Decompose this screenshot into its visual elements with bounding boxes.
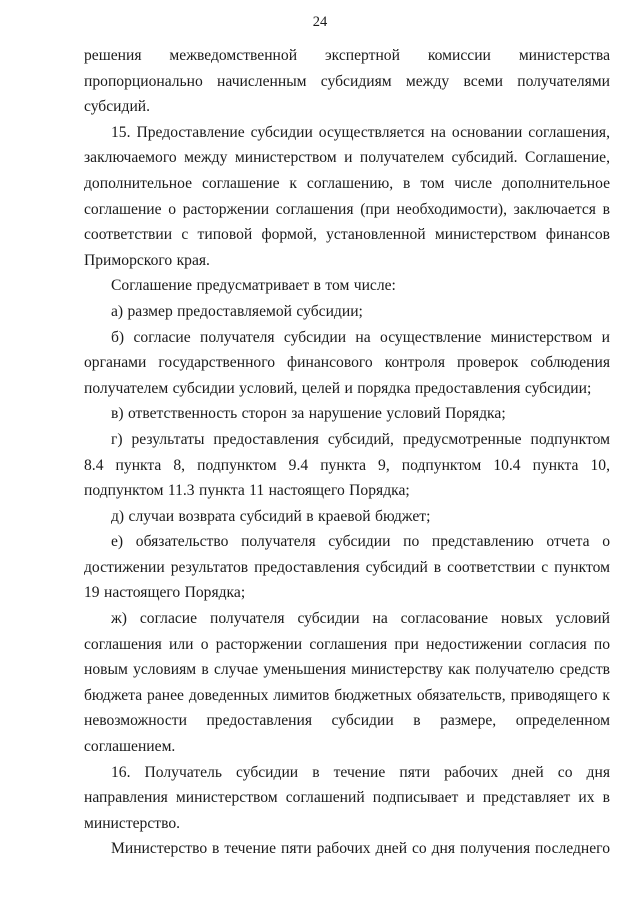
paragraph-ministry-deadline: Министерство в течение пяти рабочих дней со дня получения последнего xyxy=(111,840,610,858)
page-number: 24 xyxy=(312,14,328,30)
list-item-a: а) размер предоставляемой субсидии; xyxy=(111,302,363,320)
paragraph-item-16: 16. Получатель субсидии в течение пяти рабочих дней со дня направления министерством соглашений подписывает и представляет их в министерство. xyxy=(84,763,610,832)
list-item-v: в) ответственность сторон за нарушение условий Порядка; xyxy=(111,405,506,423)
list-item-b: б) согласие получателя субсидии на осуществление министерством и органами государственного финансового контроля проверок соблюдения получателем субсидии условий, целей и порядка предоставления субсидии; xyxy=(84,328,610,397)
list-item-e: е) обязательство получателя субсидии по представлению отчета о достижении результатов предоставления субсидий в соответствии с пунктом 19 настоящего Порядка; xyxy=(84,533,610,602)
paragraph-agreement-intro: Соглашение предусматривает в том числе: xyxy=(111,277,396,295)
list-item-g: г) результаты предоставления субсидий, предусмотренные подпунктом 8.4 пункта 8, подпунктом 9.4 пункта 9, подпунктом 10.4 пункта 10, подпунктом 11.3 пункта 11 настоящего Порядка; xyxy=(84,430,610,500)
list-item-zh: ж) согласие получателя субсидии на согласование новых условий соглашения или о расторжении соглашения при недостижении согласия по новым условиям в случае уменьшения министерству как получателю средств бюджета ранее доведенных лимитов бюджетных обязательств, приводящего к невозможности предоставления субсидии в размере, определенном соглашением. xyxy=(84,610,610,756)
paragraph-continuation: решения межведомственной экспертной комиссии министерства пропорционально начисленным субсидиям между всеми получателями субсидий. xyxy=(84,47,610,116)
document-body xyxy=(84,43,610,862)
paragraph-item-15: 15. Предоставление субсидии осуществляется на основании соглашения, заключаемого между министерством и получателем субсидий. Соглашение, дополнительное соглашение к соглашению, в том числе дополнительное соглашение о расторжении соглашения (при необходимости), заключается в соответствии с типовой формой, установленной министерством финансов Приморского края. xyxy=(84,123,610,269)
list-item-d: д) случаи возврата субсидий в краевой бюджет; xyxy=(111,507,431,525)
